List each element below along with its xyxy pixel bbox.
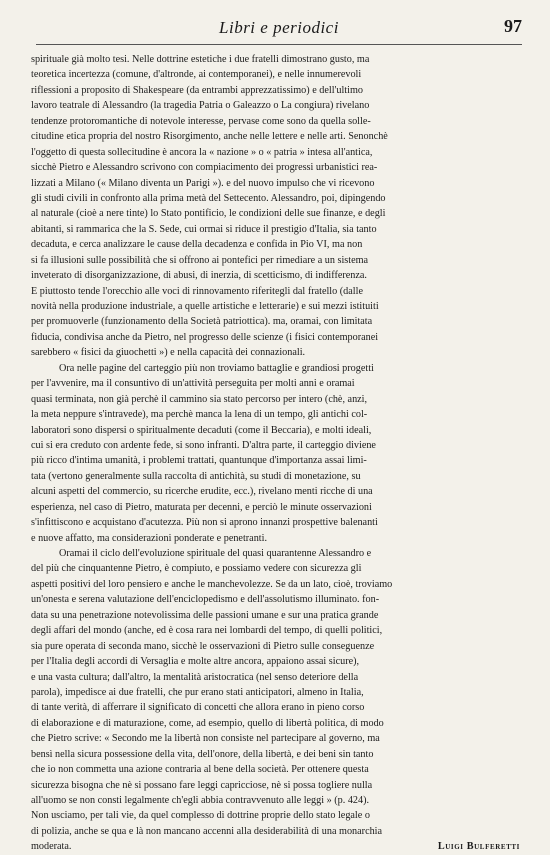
text-line: riflessioni a proposito di Shakespeare (da entrambi apprezzatissimo) e dell'ultimo <box>31 84 363 96</box>
text-line: Non usciamo, per tali vie, da quel complesso di dottrine proprie dello stato legale o <box>31 810 370 822</box>
text-line: lavoro teatrale di Alessandro (la tragedia Patria o Galeazzo o La congiura) rivelano <box>31 100 370 112</box>
text-line: di polizia, anche se qua e là non mancano accenni alla desiderabilità di una monarchia <box>31 825 383 837</box>
text-line: sicchè Pietro e Alessandro scrivono con compiacimento dei progressi urbanistici rea- <box>31 162 378 174</box>
text-line: data su una penetrazione notevolissima delle passioni umane e sur una pratica grande <box>31 609 379 621</box>
text-line: che Pietro scrive: « Secondo me la libertà non consiste nel partecipare al governo, ma <box>31 733 380 745</box>
text-line: E piuttosto tende l'orecchio alle voci di rinnovamento riferitegli dal fratello (dalle <box>31 285 363 297</box>
text-line: di tante verità, di afferrare il significato di concetti che allora erano in pieno corso <box>31 702 365 714</box>
text-line: inveterato di disorganizzazione, di abusi, di inerzia, di scetticismo, di indifferenza. <box>31 270 367 282</box>
text-line: esperienza, nel caso di Pietro, maturata per decenni, e perciò le minute osservazioni <box>31 501 372 513</box>
text-line: novità nella produzione industriale, a quelle artistiche e letterarie) e sui mezzi istituiti <box>31 301 379 312</box>
text-line: sarebbero « fisici da giuochetti ») e nella capacità dei connazionali. <box>31 347 306 359</box>
text-line: l'oggetto di questa sollecitudine è ancora la « nazione » o « patria » intesa all'antica, <box>31 146 373 158</box>
text-line: al naturale (cioè a nere tinte) lo Stato pontificio, le condizioni delle sue finanze, e degli <box>31 208 386 220</box>
text-line: abitanti, si rammarica che la S. Sede, cui ormai si riduce il prestigio d'Italia, sia tanto <box>31 223 377 235</box>
text-line: cui si era creduto con ardente fede, si sono infranti. D'altra parte, il carteggio diviene <box>31 439 376 451</box>
text-line: e nuove affatto, ma considerazioni ponderate e penetranti. <box>31 532 268 544</box>
text-line: tendenze protoromantiche di notevole interesse, pervase come sono da quella solle- <box>31 115 371 127</box>
header-rule <box>36 44 522 45</box>
text-line: Oramai il ciclo dell'evoluzione spirituale del quasi quarantenne Alessandro e <box>59 548 372 559</box>
text-line: che io non commetta una azione contraria al bene della società. Per ottenere questa <box>31 764 369 776</box>
author-signature: Luigi Bulferetti <box>437 841 520 853</box>
text-line: lizzati a Milano (« Milano diventa un Parigi »). e del nuovo impulso che vi ricevono <box>31 177 375 189</box>
text-line: un'onesta e serena valutazione dell'enciclopedismo e dell'assolutismo illuminato. fon- <box>31 594 380 606</box>
text-line: sia pure operata di seconda mano, sicchè le osservazioni di Pietro sulle conseguenze <box>31 640 375 652</box>
paragraph <box>31 361 522 546</box>
text-line: sicurezza bisogna che nè si possano fare leggi capricciose, nè si possa togliere nulla <box>31 779 373 791</box>
text-line: degli affari del mondo (anche, ed è cosa rara nei lombardi del tempo, di quelli politici, <box>31 625 383 637</box>
text-line: la meta neppure s'intravede), ma perchè manca la lena di un tempo, gli antichi col- <box>31 409 368 421</box>
text-line: del più che cinquantenne Pietro, è compiuto, e possiamo vedere con sicurezza gli <box>31 563 362 575</box>
text-line: si fa illusioni sulle possibilità che si offrono ai pontefici per rimediare a un sistema <box>31 254 369 266</box>
text-line: teoretica incertezza (comune, d'altronde, ai contemporanei), e nelle innumerevoli <box>31 69 362 81</box>
text-line: moderata. Luigi Bulferetti <box>31 839 522 854</box>
paragraph <box>31 546 522 855</box>
text-line: laboratori sono dispersi o spiritualmente decaduti (come il Beccaria), e molti ideali, <box>31 424 372 436</box>
paragraph <box>31 52 522 361</box>
text-line: Ora nelle pagine del carteggio più non troviamo battaglie e grandiosi progetti <box>59 362 374 374</box>
text-line: alcuni aspetti del commercio, su ricerche erudite, ecc.), rivelano menti ricche di una <box>31 486 373 498</box>
page-header <box>36 16 522 40</box>
text-line: per l'avvenire, ma il consuntivo di un'attività perseguita per molti anni e oramai <box>31 378 355 390</box>
text-line: spirituale già molto tesi. Nelle dottrine estetiche i due fratelli dimostrano gusto, ma <box>31 54 370 65</box>
text-line: per l'Italia degli accordi di Versaglia e molte altre ancora, appaiono assai sicure), <box>31 656 360 668</box>
text-line: citudine etica propria del nostro Risorgimento, anche nelle lettere e nelle arti. Senonchè <box>31 131 388 143</box>
page-number: 97 <box>504 16 522 36</box>
text-line: più ricco d'intima umanità, i problemi trattati, quantunque d'importanza assai limi- <box>31 455 367 467</box>
text-line: per promuoverle (funzionamento della Società patriottica). ma, oramai, con limitata <box>31 316 373 328</box>
article-body <box>31 52 522 853</box>
text-line: bensì nella sicura possessione della vita, dell'onore, della libertà, e dei beni sin tanto <box>31 748 374 760</box>
text-line: parola), impedisce ai due fratelli, che pur erano stati anticipatori, almeno in Italia, <box>31 686 364 698</box>
text-line: fiducia, condivisa anche da Pietro, nel progresso delle scienze (i fisici contemporanei <box>31 331 379 343</box>
text-line: s'infittiscono e acquistano d'acutezza. Più non si aprono innanzi prospettive balenanti <box>31 517 378 529</box>
running-title: Libri e periodici <box>219 18 339 37</box>
text-line: quasi terminata, non già perchè il cammino sia stato percorso per intero (chè, anzi, <box>31 393 368 405</box>
text-line: tata (vertono generalmente sulla raccolta di antichità, su studi di monetazione, su <box>31 470 361 482</box>
text-line: gli studi civili in confronto alla prima metà del Settecento. Alessandro, poi, dipingendo <box>31 192 386 204</box>
text-line: di elaborazione e di maturazione, come, ad esempio, quello di libertà politica, di modo <box>31 717 384 729</box>
text-line: all'uomo se non consti legalmente ch'egli abbia contravvenuto alle leggi » (p. 424). <box>31 795 370 806</box>
text-line: decaduta, e cerca analizzare le cause della decadenza e confida in Pio VI, ma non <box>31 239 363 251</box>
text-line: e una vasta cultura; dall'altro, la mentalità aristocratica (nel senso deteriore della <box>31 671 359 683</box>
text-line: aspetti positivi del loro pensiero e anche le manchevolezze. Se da un lato, cioè, troviamo <box>31 578 393 590</box>
